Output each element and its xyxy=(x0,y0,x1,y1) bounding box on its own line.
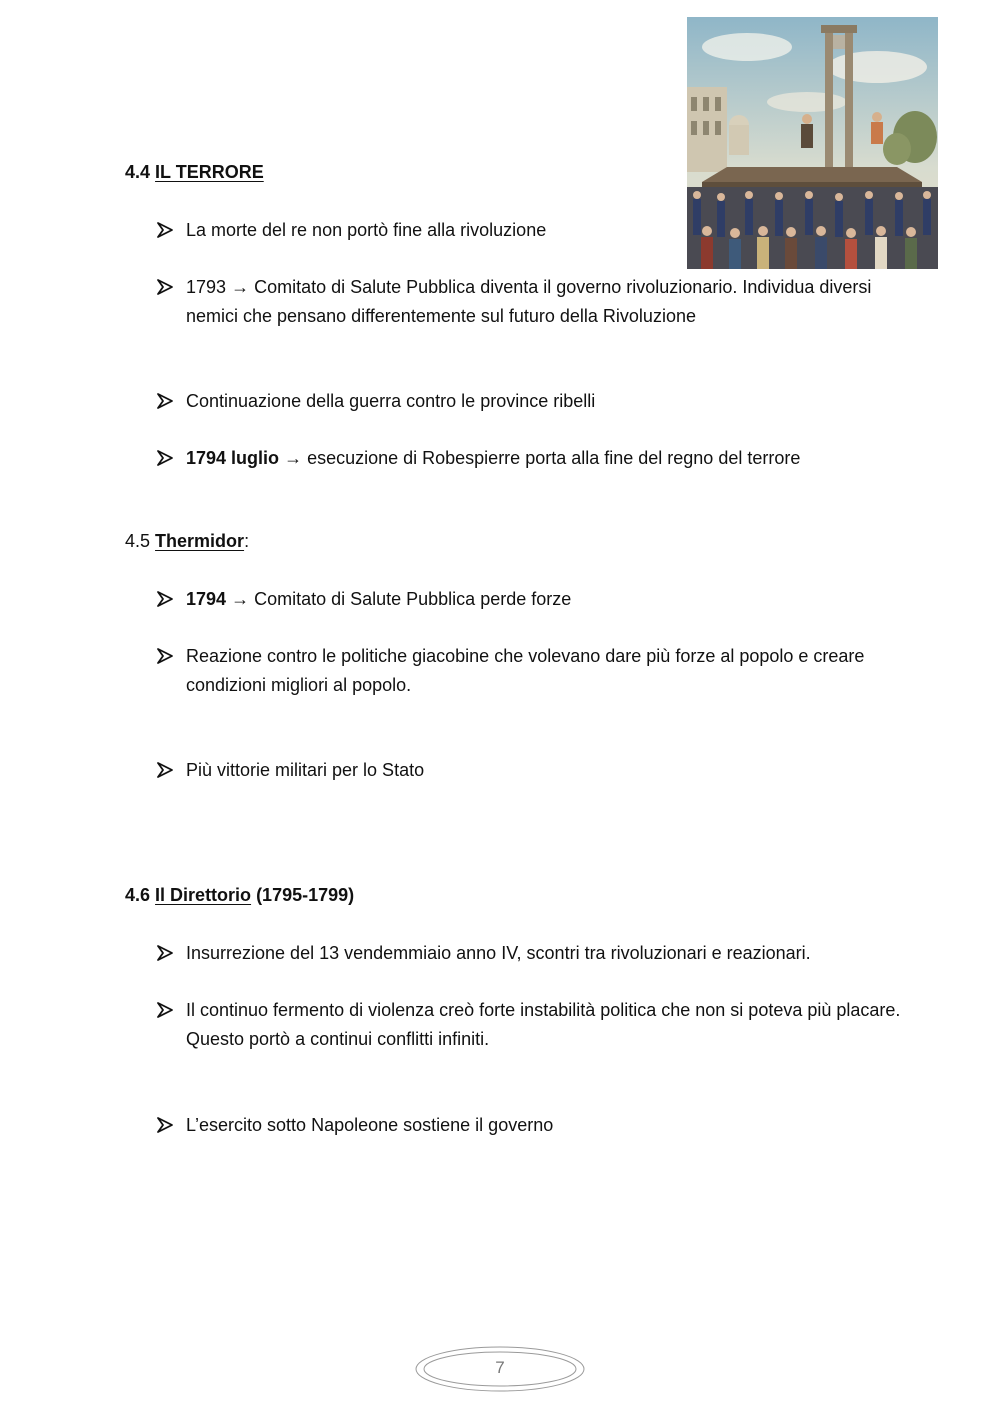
list-item-lead: 1794 xyxy=(186,589,227,609)
list-item xyxy=(156,216,906,245)
arrowhead-bullet-icon xyxy=(156,1116,174,1134)
list-item-text: Reazione contro le politiche giacobine che volevano dare più forze al popolo e creare condizioni migliori al popolo. xyxy=(186,646,865,695)
list-item xyxy=(156,756,906,785)
list-item-text: L’esercito sotto Napoleone sostiene il governo xyxy=(186,1115,554,1135)
arrowhead-bullet-icon xyxy=(156,761,174,779)
list-item-text: La morte del re non portò fine alla rivoluzione xyxy=(186,220,547,240)
list-item xyxy=(156,273,906,331)
arrowhead-bullet-icon xyxy=(156,449,174,467)
right-arrow-icon: → xyxy=(231,277,250,297)
arrowhead-bullet-icon xyxy=(156,221,174,239)
section-number: 4.5 xyxy=(125,531,151,551)
list-item-lead: 1794 luglio xyxy=(186,448,280,468)
list-item-text: Comitato di Salute Pubblica diventa il governo rivoluzionario. Individua diversi nemici che pensano differentemente sul futuro della Rivoluzione xyxy=(186,277,872,326)
arrowhead-bullet-icon xyxy=(156,590,174,608)
right-arrow-icon: → xyxy=(284,448,303,468)
list-item-text: Continuazione della guerra contro le province ribelli xyxy=(186,391,596,411)
arrowhead-bullet-icon xyxy=(156,1001,174,1019)
page-footer xyxy=(414,1344,586,1394)
list-item-text: Più vittorie militari per lo Stato xyxy=(186,760,425,780)
section-number: 4.6 xyxy=(125,885,151,905)
arrowhead-bullet-icon xyxy=(156,647,174,665)
right-arrow-icon: → xyxy=(231,589,250,609)
list-item-lead: 1793 xyxy=(186,277,227,297)
list-item-text: Comitato di Salute Pubblica perde forze xyxy=(249,589,572,609)
section-heading-thermidor xyxy=(125,531,249,552)
section-title: IL TERRORE xyxy=(155,162,264,182)
section-suffix: (1795-1799) xyxy=(251,885,355,905)
list-item xyxy=(156,996,906,1054)
list-item xyxy=(156,642,906,700)
section-heading-terrore xyxy=(125,162,264,183)
section-heading-direttorio xyxy=(125,885,354,906)
page-number: 7 xyxy=(495,1358,505,1377)
section-title: Thermidor xyxy=(155,531,245,551)
list-item-text: esecuzione di Robespierre porta alla fine del regno del terrore xyxy=(302,448,801,468)
list-item xyxy=(156,444,906,473)
list-item xyxy=(156,939,906,968)
section-number: 4.4 xyxy=(125,162,151,182)
arrowhead-bullet-icon xyxy=(156,392,174,410)
section-title: Il Direttorio xyxy=(155,885,252,905)
list-item xyxy=(156,387,906,416)
arrowhead-bullet-icon xyxy=(156,944,174,962)
list-item xyxy=(156,1111,906,1140)
list-item-text: Il continuo fermento di violenza creò forte instabilità politica che non si poteva più placare. Questo portò a continui conflitti infiniti. xyxy=(186,1000,901,1049)
section-suffix: : xyxy=(244,531,250,551)
arrowhead-bullet-icon xyxy=(156,278,174,296)
list-item-text: Insurrezione del 13 vendemmiaio anno IV, scontri tra rivoluzionari e reazionari. xyxy=(186,943,811,963)
list-item xyxy=(156,585,906,614)
